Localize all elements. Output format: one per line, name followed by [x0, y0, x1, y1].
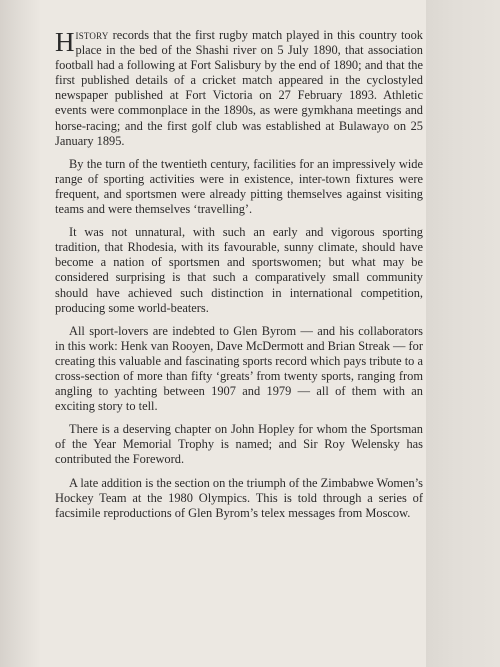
- paragraph-1: [55, 28, 423, 149]
- paragraph-4: All sport-lovers are indebted to Glen Byrom — and his collaborators in this work: Henk van Rooyen, Dave McDermott and Brian Streak — for creating this valuable and fascinating sports record which pays tribute to a cross-section of more than fifty ‘greats’ from twenty sports, ranging from angling to yachting between 1907 and 1979 — all of them with an exciting story to tell.: [55, 323, 423, 414]
- paragraph-6: A late addition is the section on the triumph of the Zimbabwe Women’s Hockey Team at the 1980 Olympics. This is told through a series of facsimile reproductions of Glen Byrom’s telex messages from Moscow.: [55, 475, 423, 520]
- book-spine-edge: [0, 0, 40, 667]
- lead-in-small-caps: istory: [75, 28, 109, 42]
- drop-cap: H: [55, 27, 75, 57]
- blurb-text-column: [55, 28, 423, 529]
- paragraph-1-text: records that the first rugby match played in this country took place in the bed of the Shashi river on 5 July 1890, that association football had a following at Fort Salisbury by the end of 1890; and that the first published details of a cricket match appeared in the cyclostyled newspaper published at Fort Victoria on 27 February 1893. Athletic events were commonplace in the 1890s, as were gymkhana meetings and horse-racing; and the first golf club was established at Bulawayo on 25 January 1895.: [55, 28, 423, 148]
- paragraph-2: By the turn of the twentieth century, facilities for an impressively wide range of sporting activities were in existence, inter-town fixtures were frequent, and sportsmen were already pitting themselves against visiting teams and were themselves ‘travelling’.: [55, 156, 423, 217]
- paragraph-3: It was not unnatural, with such an early and vigorous sporting tradition, that Rhodesia, with its favourable, sunny climate, should have become a nation of sportsmen and sportswomen; but what may be considered surprising is that such a comparatively small community should have achieved such distinction in international competition, producing some world-beaters.: [55, 225, 423, 315]
- paragraph-5: There is a deserving chapter on John Hopley for whom the Sportsman of the Year Memorial Trophy is named; and Sir Roy Welensky has contributed the Foreword.: [55, 422, 423, 467]
- adjacent-page-edge: [426, 0, 500, 667]
